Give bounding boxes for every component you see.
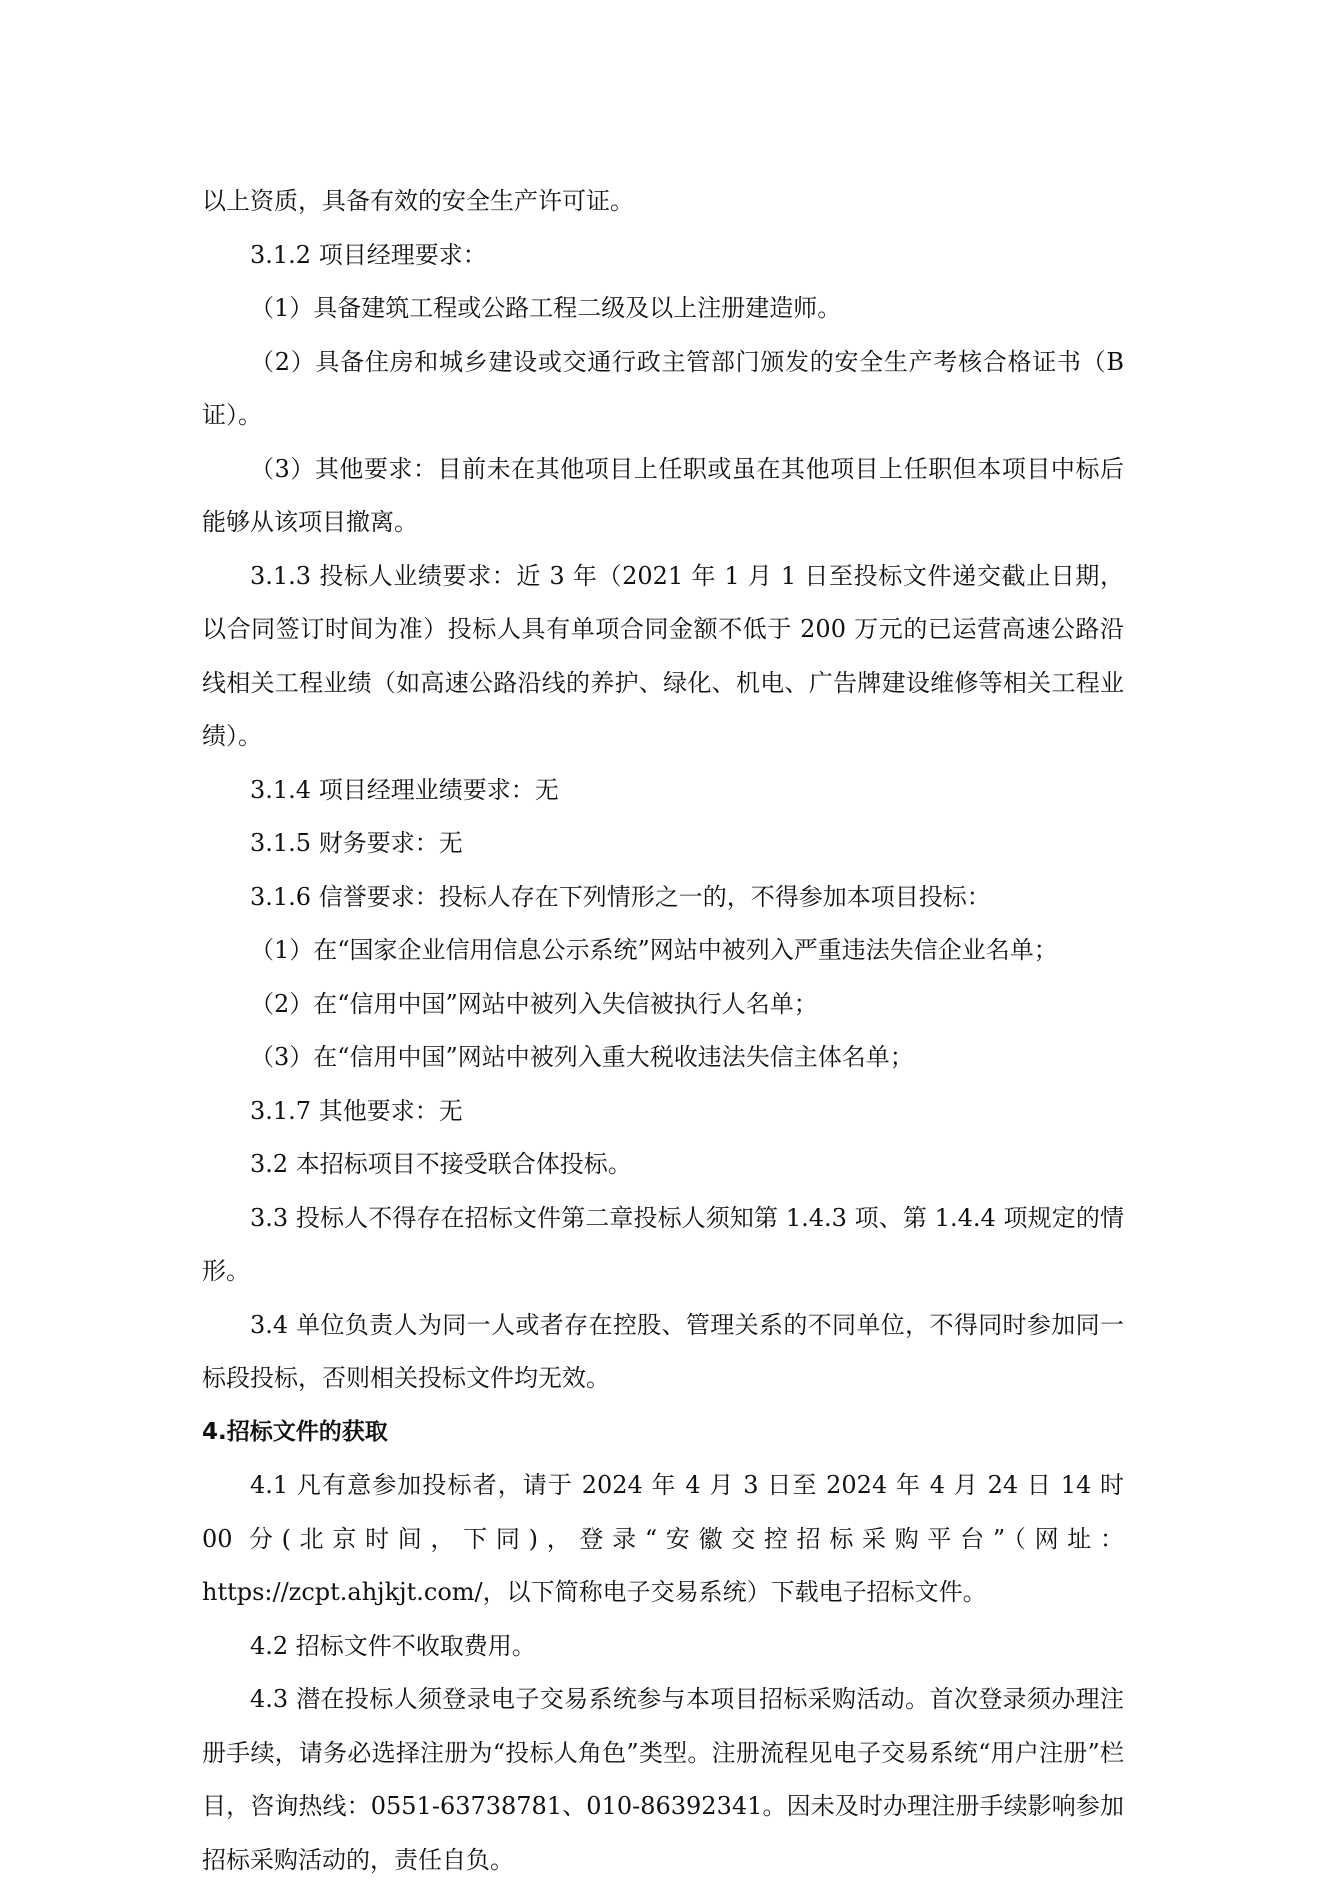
- section-3-3: 3.3 投标人不得存在招标文件第二章投标人须知第 1.4.3 项、第 1.4.4 项规定的情形。: [202, 1203, 1124, 1285]
- section-3-1-7: 3.1.7 其他要求：无: [250, 1096, 463, 1125]
- section-3-4: 3.4 单位负责人为同一人或者存在控股、管理关系的不同单位，不得同时参加同一标段投标，否则相关投标文件均无效。: [202, 1310, 1124, 1392]
- section-4-2: 4.2 招标文件不收取费用。: [250, 1631, 536, 1660]
- section-3-1-3: 3.1.3 投标人业绩要求：近 3 年（2021 年 1 月 1 日至投标文件递交截止日期，以合同签订时间为准）投标人具有单项合同金额不低于 200 万元的已运营高速公路沿线相关工程业绩（如高速公路沿线的养护、绿化、机电、广告牌建设维修等相关工程业绩）。: [202, 561, 1124, 750]
- section-heading-4: 4.招标文件的获取: [202, 1418, 388, 1445]
- paragraph-qualification-continued: 以上资质，具备有效的安全生产许可证。: [202, 187, 634, 215]
- section-3-1-4: 3.1.4 项目经理业绩要求：无: [250, 775, 559, 804]
- item-3-1-2-1: （1）具备建筑工程或公路工程二级及以上注册建造师。: [250, 294, 842, 322]
- section-3-1-5: 3.1.5 财务要求：无: [250, 829, 463, 857]
- item-3-1-6-2: （2）在“信用中国”网站中被列入失信被执行人名单；: [250, 989, 818, 1018]
- item-3-1-6-1: （1）在“国家企业信用信息公示系统”网站中被列入严重违法失信企业名单；: [250, 936, 1058, 964]
- section-3-2: 3.2 本招标项目不接受联合体投标。: [250, 1150, 632, 1178]
- item-3-1-2-2: （2）具备住房和城乡建设或交通行政主管部门颁发的安全生产考核合格证书（B 证）。: [202, 347, 1132, 429]
- section-3-1-2: 3.1.2 项目经理要求：: [250, 240, 487, 269]
- item-3-1-6-3: （3）在“信用中国”网站中被列入重大税收违法失信主体名单；: [250, 1043, 914, 1071]
- section-4-1: 4.1 凡有意参加投标者，请于 2024 年 4 月 3 日至 2024 年 4 月 24 日 14 时 00 分(北京时间，下同)，登录“安徽交控招标采购平台”（网址：https://zcpt.ahjkjt.com/，以下简称电子交易系统）下载电子招标文件。: [202, 1471, 1132, 1606]
- section-3-1-6: 3.1.6 信誉要求：投标人存在下列情形之一的，不得参加本项目投标：: [250, 882, 991, 911]
- document-body: [202, 175, 1132, 1887]
- item-3-1-2-3: （3）其他要求：目前未在其他项目上任职或虽在其他项目上任职但本项目中标后能够从该项目撤离。: [202, 454, 1124, 536]
- section-4-3: 4.3 潜在投标人须登录电子交易系统参与本项目招标采购活动。首次登录须办理注册手续，请务必选择注册为“投标人角色”类型。注册流程见电子交易系统“用户注册”栏目，咨询热线：0551-63738781、010-86392341。因未及时办理注册手续影响参加招标采购活动的，责任自负。: [202, 1685, 1124, 1874]
